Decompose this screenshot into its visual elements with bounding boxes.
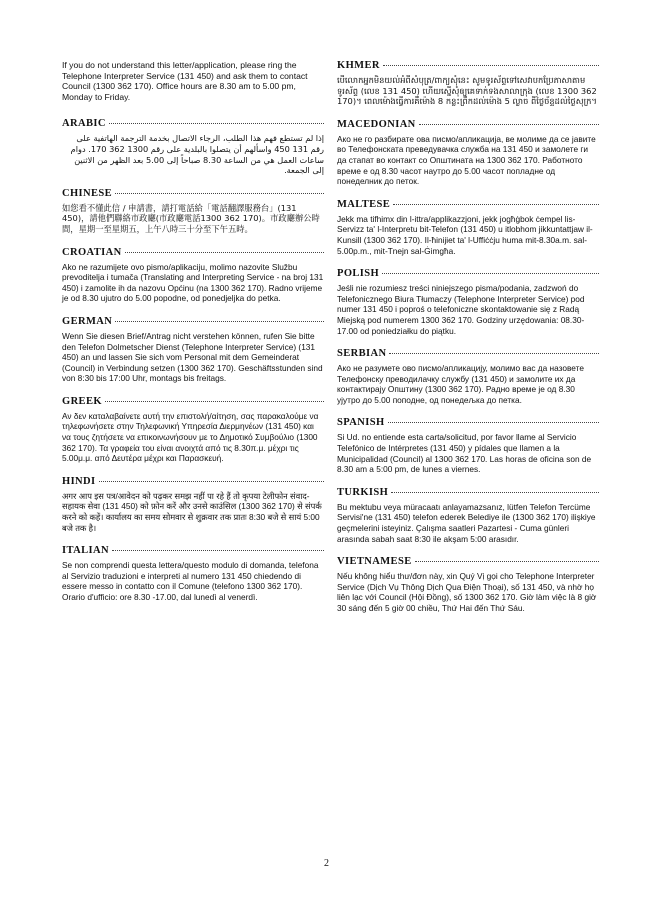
section-text: إذا لم تستطع فهم هذا الطلب، الرجاء الاتصال بخدمة الترجمة الهاتفية على رقم 131 450 واسألهم أن يتصلوا بالبلدية على رقم 1300 362 170. دوام ساعات العمل هي من الساعة 8.30 صباحاً إلى 5.00 بعد الظهر من الاثنين إلى الجمعة. bbox=[70, 133, 324, 176]
section-chinese bbox=[62, 188, 324, 235]
section-text: Ako ne razumijete ovo pismo/aplikaciju, molimo nazovite Službu prevoditelja i tumača (Translating and Interpreting Service - na broj 131 450) i zamolite ih da nazovu Općinu (na 1300 362 170). Radno vrijeme je od 8.30 ujutro do 5.00 popodne, od ponedjeljka do petka. bbox=[62, 261, 324, 304]
dotted-leader bbox=[383, 65, 599, 66]
dotted-leader bbox=[389, 353, 599, 354]
dotted-leader bbox=[115, 193, 324, 194]
section-greek bbox=[62, 396, 324, 464]
section-heading: SERBIAN bbox=[337, 348, 387, 360]
section-german bbox=[62, 316, 324, 384]
section-heading: KHMER bbox=[337, 60, 380, 71]
dotted-leader bbox=[112, 550, 324, 551]
section-heading: POLISH bbox=[337, 268, 380, 280]
section-heading: ARABIC bbox=[62, 118, 106, 130]
dotted-leader bbox=[393, 204, 599, 205]
dotted-leader bbox=[391, 492, 599, 493]
section-croatian bbox=[62, 247, 324, 304]
section-heading: ITALIAN bbox=[62, 545, 109, 557]
section-text: Si Ud. no entiende esta carta/solicitud, por favor llame al Servicio Telefónico de Intérpretes (131 450) y pídales que llamen a la Municipalidad (Council) al 1300 362 170. Las horas de oficina son de 8.30 am a 5:00 pm, de lunes a viernes. bbox=[337, 432, 592, 475]
section-heading: MACEDONIAN bbox=[337, 118, 416, 130]
dotted-leader bbox=[109, 123, 324, 124]
section-spanish bbox=[337, 417, 599, 474]
section-hindi bbox=[62, 476, 324, 533]
right-column bbox=[337, 60, 599, 626]
section-serbian bbox=[337, 348, 599, 405]
section-text: Se non comprendi questa lettera/questo modulo di domanda, telefona al Servizio traduzioni e interpreti al numero 131 450 chiedendo di essere messo in contatto con il Comune (telefono 1300 362 170). Orario d'ufficio: ore 8.30 -17.00, dal lunedì al venerdì. bbox=[62, 560, 319, 602]
section-heading: HINDI bbox=[62, 475, 96, 487]
dotted-leader bbox=[419, 124, 599, 125]
dotted-leader bbox=[415, 561, 599, 562]
section-heading: CHINESE bbox=[62, 187, 113, 199]
section-text: បើលោកអ្នកមិនយល់អំពីសំបុត្រ/ពាក្យសុំនេះ សូមទូរស័ព្ទទៅសេវាបកប្រែភាសាតាមទូរស័ព្ទ (លេខ 131 450) ហើយស្នើសុំឲ្យគេទាក់ទងសាលាក្រុង (លេខ 1300 362 170)។ ពេលម៉ោងធ្វើការគឺម៉ោង 8 កន្លះព្រឹកដល់ម៉ោង 5 ល្ងាច ពីថ្ងៃច័ន្ទដល់ថ្ងៃសុក្រ។ bbox=[337, 75, 597, 107]
section-heading: SPANISH bbox=[337, 417, 385, 429]
dotted-leader bbox=[125, 252, 324, 253]
section-text: Ако не го разбирате ова писмо/апликација, ве молиме да се јавите во Телефонската преведувачка служба на 131 450 и замолете ги да стапат во контакт со Општината на 1300 362 170. Работното време е од 8.30 часот наутро до 5.00 часот попладне од понеделник до петок. bbox=[337, 133, 596, 187]
section-macedonian bbox=[337, 119, 599, 187]
section-turkish bbox=[337, 487, 599, 544]
section-text: Nếu không hiểu thư/đơn này, xin Quý Vị gọi cho Telephone Interpreter Service (Dịch Vụ Thông Dịch Qua Điện Thoại), số 131 450, và nhờ họ liên lạc với Council (Hội Đồng), số 1300 362 170. Giờ làm việc là 8 giờ 30 sáng đến 5 giờ 00 chiều, Thứ Hai đến Thứ Sáu. bbox=[337, 571, 597, 613]
dotted-leader bbox=[99, 481, 324, 482]
section-polish bbox=[337, 268, 599, 336]
section-heading: VIETNAMESE bbox=[337, 556, 412, 568]
dotted-leader bbox=[388, 422, 599, 423]
section-heading: MALTESE bbox=[337, 198, 391, 210]
section-text: Ако не разумете ово писмо/апликацију, молимо вас да назовете Телефонску преводилачку службу (131 450) и замолите их да контактирају Општину (1300 362 170). Радно време је од 8.30 ујутро до 5.00 поподне, од понедељка до петка. bbox=[337, 363, 584, 405]
section-text: Αν δεν καταλαβαίνετε αυτή την επιστολή/αίτηση, σας παρακαλούμε να τηλεφωνήσετε στην Τηλεφωνική Υπηρεσία Διερμηνέων (131 450) και να τους ζητήσετε να επικοινωνήσουν με το Δημοτικό Συμβούλιο (1300 362 170). Τα γραφεία του είναι ανοιχτά από τις 8.30π.μ. μέχρι τις 5.00μ.μ. από Δευτέρα μέχρι και Παρασκευή. bbox=[62, 410, 319, 464]
section-heading: TURKISH bbox=[337, 486, 389, 498]
section-maltese bbox=[337, 199, 599, 256]
section-heading: CROATIAN bbox=[62, 246, 122, 258]
dotted-leader bbox=[115, 321, 324, 322]
dotted-leader bbox=[382, 273, 599, 274]
section-text: Jeśli nie rozumiesz treści niniejszego pisma/podania, zadzwoń do Telefonicznego Biura Tłumaczy (Telephone Interpreter Service) pod numer 131 450 i poproś o telefoniczne skontaktowanie się z Radą Miejską pod numerem 1300 362 170. Godziny urzędowania: 08.30-17.00 od poniedziałku do piątku. bbox=[337, 283, 585, 336]
intro-paragraph: If you do not understand this letter/application, please ring the Telephone Interpreter Service (131 450) and ask them to contact Council (1300 362 170). Office hours are 8.30 am to 5.00 pm, Monday to Friday. bbox=[62, 60, 308, 102]
dotted-leader bbox=[105, 401, 324, 402]
section-italian bbox=[62, 545, 324, 602]
section-text: 如您看不懂此信 / 申請書，請打電話給「電話翻譯服務台」(131 450)，請他們聯絡市政廳(市政廳電話1300 362 170)。市政廳辦公時間，星期一至星期五，上午八時三十分至下午五時。 bbox=[62, 202, 320, 234]
section-text: Wenn Sie diesen Brief/Antrag nicht verstehen können, rufen Sie bitte den Telefon Dolmetscher Dienst (Telephone Interpreter Service) (131 450) an und lassen Sie sich vom Personal mit dem Gemeinderat (Council) in Verbindung setzen (1300 362 170). Geschäftsstunden sind von 8:30 bis 17:00 Uhr, montags bis freitags. bbox=[62, 330, 323, 384]
section-heading: GREEK bbox=[62, 395, 102, 407]
section-text: Jekk ma tifhimx din l-ittra/applikazzjoni, jekk jogħġbok ċempel lis-Servizz ta' l-Interpretu bit-Telefon (131 450) u itlobhom jikkuntattjaw il-Kunsill (1300 362 170). Il-ħinijiet ta' l-Uffiċċju huma mit-8.30a.m. sal-5.00p.m., mit-Tnejn sal-Ġimgħa. bbox=[337, 213, 593, 256]
section-text: Bu mektubu veya müracaatı anlayamazsanız, lütfen Telefon Tercüme Servisi'ne (131 450) telefon ederek Belediye ile (1300 362 170) ilişkiye geçmelerini isteyiniz. Çalışma saatleri Pazartesi - Cuma günleri arasında sabah saat 8:30 ile akşam 5:00 arasıdır. bbox=[337, 501, 596, 544]
section-text: अगर आप इस पत्र/आवेदन को पढ़कर समझ नहीं पा रहे हैं तो कृपया टेलीफोन संवाद-सहायक सेवा (131 450) को फ़ोन करें और उनसे काउंसिल (1300 362 170) से संपर्क करने को कहें। कार्यालय का समय सोमवार से शुक्रवार तक प्रातः 8:30 बजे से सायं 5:00 बजे तक है। bbox=[62, 490, 322, 533]
page-number: 2 bbox=[324, 858, 329, 869]
left-column bbox=[62, 60, 324, 615]
section-heading: GERMAN bbox=[62, 315, 113, 327]
section-khmer bbox=[337, 60, 599, 107]
section-arabic bbox=[62, 118, 324, 175]
section-vietnamese bbox=[337, 556, 599, 613]
